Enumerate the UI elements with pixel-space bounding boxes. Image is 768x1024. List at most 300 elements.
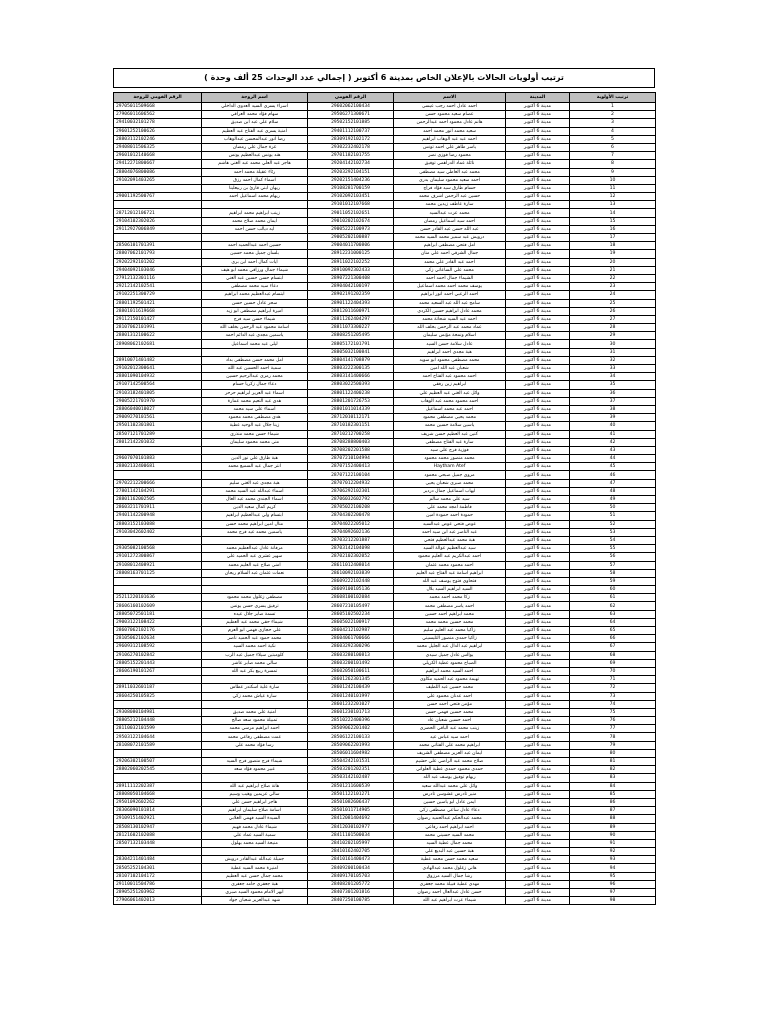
name-cell: سعيد محمد انور محمد احمد xyxy=(394,127,506,135)
national-id-cell: 28712010112171 xyxy=(308,414,394,422)
national-id-cell: 28805172101791 xyxy=(308,340,394,348)
city-cell: مدينة 6 أكتوبر xyxy=(506,455,570,463)
name-cell: سيد علي محمد سالم xyxy=(394,496,506,504)
priority-cell: 44 xyxy=(570,455,656,463)
national-id-cell: 28902191202359 xyxy=(308,291,394,299)
wife-name-cell: ابهر الامام محمود السيد صبرى xyxy=(202,889,308,897)
priority-cell: 11 xyxy=(570,184,656,192)
wife-name-cell: هانة صلاح ابراهيم عبد الله xyxy=(202,782,308,790)
wife-national-id-cell: 29001192500767 xyxy=(114,193,202,201)
national-id-cell: 28707122100104 xyxy=(308,471,394,479)
name-cell: زكا محمد احمد محمد xyxy=(394,594,506,602)
wife-name-cell xyxy=(202,201,308,209)
table-row xyxy=(114,446,656,454)
city-cell: مدينة 6 أكتوبر xyxy=(506,283,570,291)
wife-national-id-cell: 28803152103088 xyxy=(114,520,202,528)
city-cell: مدينة 6 أكتوبر xyxy=(506,299,570,307)
national-id-cell: 28510222400396 xyxy=(308,717,394,725)
wife-name-cell: امنية علي محمد صديق xyxy=(202,708,308,716)
priority-cell: 96 xyxy=(570,880,656,888)
wife-national-id-cell: 29109151402921 xyxy=(114,815,202,823)
name-cell: زاكيا محمد عبد العليم سليم xyxy=(394,627,506,635)
name-cell: الشيماء جمال احمد احمد xyxy=(394,274,506,282)
national-id-cell: 28609100105136 xyxy=(308,586,394,594)
wife-name-cell: عمت مصطفى رفاعي محمد xyxy=(202,733,308,741)
wife-national-id-cell: 28805072501181 xyxy=(114,610,202,618)
table-row xyxy=(114,627,656,635)
city-cell: مدينة 6 أكتوبر xyxy=(506,807,570,815)
name-cell: احمد سعيد محمود سليمان بدري xyxy=(394,176,506,184)
wife-name-cell: رضا انور عبدالمحسن عبدالوهاب xyxy=(202,135,308,143)
priority-cell: 14 xyxy=(570,209,656,217)
wife-name-cell: هند يونس عبدالعظيم يونس xyxy=(202,152,308,160)
city-cell: مدينة 6 أكتوبر xyxy=(506,586,570,594)
wife-name-cell: امنى صلاح عبد العليم محمد xyxy=(202,561,308,569)
national-id-cell: 28601240101997 xyxy=(308,692,394,700)
wife-national-id-cell: 28507132103448 xyxy=(114,839,202,847)
city-cell: مدينة 6 أكتوبر xyxy=(506,168,570,176)
wife-name-cell: ايمان محمد صلاح محمد xyxy=(202,217,308,225)
name-cell: محمد عبد العاطي سيد مصطفى xyxy=(394,168,506,176)
wife-national-id-cell: 28910071401482 xyxy=(114,356,202,364)
city-cell: مدينة 6 أكتوبر xyxy=(506,266,570,274)
name-cell: احمد عبد عبد الوهاب ابراهيم xyxy=(394,135,506,143)
national-id-cell: 28907221300408 xyxy=(308,274,394,282)
priority-cell: 57 xyxy=(570,561,656,569)
city-cell: مدينة 6 أكتوبر xyxy=(506,692,570,700)
city-cell: مدينة 6 أكتوبر xyxy=(506,389,570,397)
name-cell: مروى جميل صبحي محمود xyxy=(394,471,506,479)
wife-name-cell xyxy=(202,676,308,684)
table-row xyxy=(114,127,656,135)
name-cell: Haytham Atef xyxy=(394,463,506,471)
name-cell: محمد عزت عبدالسيد xyxy=(394,209,506,217)
table-row xyxy=(114,839,656,847)
city-cell: مدينة 6 أكتوبر xyxy=(506,790,570,798)
wife-national-id-cell: 29202292101202 xyxy=(114,258,202,266)
city-cell: مدينة 6 أكتوبر xyxy=(506,602,570,610)
wife-name-cell: اميرة ابراهيم مصطفى ابو زيد xyxy=(202,307,308,315)
wife-name-cell: رسا فؤاد محمد علي xyxy=(202,741,308,749)
priority-cell: 30 xyxy=(570,340,656,348)
table-row xyxy=(114,889,656,897)
wife-national-id-cell: 28908062102681 xyxy=(114,340,202,348)
wife-name-cell: دعاء جمال زكريا حسام xyxy=(202,381,308,389)
table-row xyxy=(114,315,656,323)
wife-national-id-cell: 28808050104668 xyxy=(114,790,202,798)
wife-name-cell: شيماء حقي محمد عبد العظيم xyxy=(202,618,308,626)
priority-cell: 76 xyxy=(570,717,656,725)
priority-cell: 82 xyxy=(570,766,656,774)
wife-name-cell: هبة مجدي عبد الغني سليم xyxy=(202,479,308,487)
table-row xyxy=(114,430,656,438)
name-cell: عادل سلامة حسن السيد xyxy=(394,340,506,348)
city-cell: مدينة 6 أكتوبر xyxy=(506,258,570,266)
national-id-cell: 28912231000125 xyxy=(308,250,394,258)
wife-national-id-cell: 29601252100626 xyxy=(114,127,202,135)
priority-cell: 39 xyxy=(570,414,656,422)
city-cell: مدينة 6 أكتوبر xyxy=(506,831,570,839)
wife-name-cell xyxy=(202,446,308,454)
wife-name-cell: شيماء جمال ورزاقي محمد ابو هيف xyxy=(202,266,308,274)
wife-national-id-cell: 29107142500564 xyxy=(114,381,202,389)
city-cell: مدينة 6 أكتوبر xyxy=(506,528,570,536)
name-cell: محمد يحيى مصطفى محمود xyxy=(394,414,506,422)
wife-name-cell: ريهام محمد اسماعيل احمد xyxy=(202,193,308,201)
wife-name-cell: انتز جمال عبد السميع محمد xyxy=(202,463,308,471)
table-row xyxy=(114,610,656,618)
wife-name-cell: ابتسام حسن حسين عبد الغني xyxy=(202,274,308,282)
national-id-cell: 29005202100887 xyxy=(308,234,394,242)
name-cell: هبة محمد عبدالعظيم فتحي xyxy=(394,536,506,544)
national-id-cell: 28506011604982 xyxy=(308,749,394,757)
national-id-cell: 28407301201816 xyxy=(308,889,394,897)
national-id-cell: 28601232201027 xyxy=(308,700,394,708)
priority-cell: 59 xyxy=(570,577,656,585)
national-id-cell: 28412081404692 xyxy=(308,815,394,823)
name-cell: احمد محمود عبد الفتاح احمد xyxy=(394,373,506,381)
priority-cell: 15 xyxy=(570,217,656,225)
wife-national-id-cell: 29412271800667 xyxy=(114,160,202,168)
wife-name-cell: سارة علية اسكندر عطاس xyxy=(202,684,308,692)
name-cell: السيد ابراهيم السيد بلال xyxy=(394,586,506,594)
city-cell: مدينة 6 أكتوبر xyxy=(506,176,570,184)
city-cell: مدينة 6 أكتوبر xyxy=(506,684,570,692)
national-id-cell: 29101012107668 xyxy=(308,201,394,209)
national-id-cell: 28501082606437 xyxy=(308,798,394,806)
table-row xyxy=(114,798,656,806)
city-cell: مدينة 6 أكتوبر xyxy=(506,766,570,774)
priority-cell: 63 xyxy=(570,610,656,618)
national-id-cell: 28501011714905 xyxy=(308,807,394,815)
city-cell: مدينة 6 أكتوبر xyxy=(506,659,570,667)
national-id-cell: 28706292102301 xyxy=(308,487,394,495)
national-id-cell: 28803222300135 xyxy=(308,365,394,373)
priority-cell: 33 xyxy=(570,365,656,373)
table-row xyxy=(114,152,656,160)
wife-national-id-cell: 28306090101814 xyxy=(114,807,202,815)
national-id-cell: 29011052102651 xyxy=(308,209,394,217)
name-cell: ايمن عادل ابو ياسين حسين xyxy=(394,798,506,806)
city-cell: مدينة 6 أكتوبر xyxy=(506,848,570,856)
wife-national-id-cell: 28012142201032 xyxy=(114,438,202,446)
wife-national-id-cell: 28806040010027 xyxy=(114,405,202,413)
city-cell: مدينة 6 أكتوبر xyxy=(506,618,570,626)
wife-name-cell: حسين احمد عبدالحميد احمد xyxy=(202,242,308,250)
national-id-cell: 29203292104151 xyxy=(308,168,394,176)
national-id-cell: 28707152400413 xyxy=(308,463,394,471)
wife-name-cell: تمبيلة محمود سعد صالح xyxy=(202,717,308,725)
priority-cell: 7 xyxy=(570,152,656,160)
national-id-cell: 28604061700666 xyxy=(308,635,394,643)
name-cell: زينب محمد عبد الباقي الحضري xyxy=(394,725,506,733)
wife-name-cell xyxy=(202,586,308,594)
wife-name-cell: اسراء يسري السيد العدوي الداخلي xyxy=(202,103,308,111)
city-cell: مدينة 6 أكتوبر xyxy=(506,217,570,225)
wife-national-id-cell: 28110032101599 xyxy=(114,725,202,733)
wife-name-cell: ياسمين محمد عيد فرج محمد xyxy=(202,528,308,536)
wife-national-id-cell: 29102091403265 xyxy=(114,176,202,184)
wife-name-cell: اسامة صلاح سليمان ابراهيم xyxy=(202,807,308,815)
wife-name-cell: ترفيق يسري حسن يونس xyxy=(202,602,308,610)
table-row xyxy=(114,266,656,274)
national-id-cell: 28904042100197 xyxy=(308,283,394,291)
priority-cell: 81 xyxy=(570,758,656,766)
name-cell: فتحاوي فتوح يوسف عبد الله xyxy=(394,577,506,585)
wife-national-id-cell: 29308080104981 xyxy=(114,708,202,716)
name-cell: محمد صبري شعبان يحيى xyxy=(394,479,506,487)
wife-national-id-cell xyxy=(114,536,202,544)
wife-national-id-cell: 29401142200948 xyxy=(114,512,202,520)
wife-name-cell: تسمة صابر جلال عيده xyxy=(202,610,308,618)
name-cell: حمدي محمود حمدي عطية العلواني xyxy=(394,766,506,774)
table-row xyxy=(114,176,656,184)
priority-cell: 8 xyxy=(570,160,656,168)
priority-cell: 78 xyxy=(570,733,656,741)
priority-cell: 98 xyxy=(570,897,656,905)
national-id-cell: 28705022100208 xyxy=(308,504,394,512)
name-cell: احمد ابراهيم احمد رفاعي xyxy=(394,823,506,831)
table-row xyxy=(114,250,656,258)
wife-name-cell: هدى عبد النعيم محمد عمارة xyxy=(202,397,308,405)
page-title: ترتيب أولويات الحالات بالإعلان الخاص بمدينة 6 أكتوبر ( إجمالي عدد الوحدات 25 ألف وحدة ) xyxy=(113,68,655,88)
name-cell: احمد سيد عباس عيد xyxy=(394,733,506,741)
table-row xyxy=(114,790,656,798)
table-row xyxy=(114,389,656,397)
wife-name-cell: امنيرة محمد السيد عطية xyxy=(202,864,308,872)
wife-national-id-cell: 28603211701911 xyxy=(114,504,202,512)
name-cell: منير تادرس عشوسن تادرس xyxy=(394,790,506,798)
priority-cell: 85 xyxy=(570,790,656,798)
city-cell: مدينة 6 أكتوبر xyxy=(506,782,570,790)
city-cell: مدينة 6 أكتوبر xyxy=(506,569,570,577)
priority-cell: 17 xyxy=(570,234,656,242)
city-cell: مدينة 6 أكتوبر xyxy=(506,889,570,897)
name-cell: شعبان عبد الله امين xyxy=(394,365,506,373)
table-row xyxy=(114,225,656,233)
table-row xyxy=(114,340,656,348)
priority-cell: 90 xyxy=(570,831,656,839)
wife-name-cell: سالي عزيمين وهيب وسيم xyxy=(202,790,308,798)
table-row xyxy=(114,766,656,774)
wife-national-id-cell: 28105062102634 xyxy=(114,635,202,643)
city-cell: مدينة 6 أكتوبر xyxy=(506,365,570,373)
name-cell: حسام طارق سيد فؤاد فراج xyxy=(394,184,506,192)
name-cell: محمد حسين محمد محمد xyxy=(394,618,506,626)
national-id-cell: 28607210105497 xyxy=(308,602,394,610)
wife-national-id-cell: 28505252104301 xyxy=(114,864,202,872)
national-id-cell: 29701182101755 xyxy=(308,152,394,160)
priority-cell: 66 xyxy=(570,635,656,643)
name-cell: محمد السيد حسيني محمد xyxy=(394,831,506,839)
city-cell: مدينة 6 أكتوبر xyxy=(506,430,570,438)
national-id-cell: 28503201202351 xyxy=(308,766,394,774)
city-cell: مدينة 6 أكتوبر xyxy=(506,725,570,733)
priority-cell: 95 xyxy=(570,872,656,880)
city-cell: مدينة 6 أكتوبر xyxy=(506,234,570,242)
name-cell: ابراهيم زين رفقي xyxy=(394,381,506,389)
priority-cell: 48 xyxy=(570,487,656,495)
national-id-cell: 29102092103451 xyxy=(308,193,394,201)
name-cell: مهدي عطية قبيلة محمد جعفري xyxy=(394,880,506,888)
name-cell: سامح عبد الله عبد السعيد محمد xyxy=(394,299,506,307)
wife-name-cell: هدى مصطفى محمد محمود xyxy=(202,414,308,422)
table-row xyxy=(114,872,656,880)
priority-cell: 4 xyxy=(570,127,656,135)
wife-national-id-cell: 28507121701289 xyxy=(114,430,202,438)
name-cell: حمودة احمد حمودة امين xyxy=(394,512,506,520)
name-cell: محمد عبدالحكم عبدالحميد رضوان xyxy=(394,815,506,823)
wife-name-cell: ابتسام عبدالعظيم محمد ابراهيم xyxy=(202,291,308,299)
table-row xyxy=(114,684,656,692)
table-row xyxy=(114,373,656,381)
national-id-cell: 28410162402705 xyxy=(308,848,394,856)
wife-national-id-cell: 28804076800086 xyxy=(114,168,202,176)
name-cell: صلاح محمد عبد الراضي علي حشيم xyxy=(394,758,506,766)
wife-national-id-cell: 29408011506325 xyxy=(114,143,202,151)
wife-national-id-cell: 28807062101793 xyxy=(114,250,202,258)
table-row xyxy=(114,643,656,651)
national-id-cell: 28509062201993 xyxy=(308,741,394,749)
national-id-cell: 28408201205772 xyxy=(308,880,394,888)
city-cell: مدينة 6 أكتوبر xyxy=(506,872,570,880)
national-id-cell: 28704302200478 xyxy=(308,512,394,520)
priority-cell: 83 xyxy=(570,774,656,782)
table-row xyxy=(114,774,656,782)
name-cell: احمد حسين شعبان عاد xyxy=(394,717,506,725)
priority-cell: 68 xyxy=(570,651,656,659)
name-cell: محمود رضا فوزي نصر xyxy=(394,152,506,160)
city-cell: مدينة 6 أكتوبر xyxy=(506,405,570,413)
table-row xyxy=(114,520,656,528)
wife-national-id-cell: 29501102301801 xyxy=(114,422,202,430)
national-id-cell: 28407250100785 xyxy=(308,897,394,905)
national-id-cell: 28808251205495 xyxy=(308,332,394,340)
priority-cell: 24 xyxy=(570,291,656,299)
table-row xyxy=(114,815,656,823)
wife-name-cell: سمية احمد الحسين عبد الله xyxy=(202,365,308,373)
city-cell: مدينة 6 أكتوبر xyxy=(506,446,570,454)
national-id-cell: 28610092103839 xyxy=(308,569,394,577)
wife-name-cell: منيحة السيد محمد بهلول xyxy=(202,839,308,847)
wife-national-id-cell: 29705011509668 xyxy=(114,103,202,111)
table-row xyxy=(114,332,656,340)
wife-national-id-cell xyxy=(114,676,202,684)
priority-cell: 43 xyxy=(570,446,656,454)
wife-national-id-cell: 29102251300729 xyxy=(114,291,202,299)
table-row xyxy=(114,692,656,700)
name-cell: احمد عبد محمد اسماعيل xyxy=(394,405,506,413)
name-cell: احمد عبدالكريم عبد العليم محمود xyxy=(394,553,506,561)
wife-name-cell: ليلى عبد محمد اسماعيل xyxy=(202,340,308,348)
table-row xyxy=(114,545,656,553)
wife-national-id-cell: 28121602102088 xyxy=(114,831,202,839)
national-id-cell: 28707012204932 xyxy=(308,479,394,487)
wife-national-id-cell: 29103042602402 xyxy=(114,528,202,536)
city-cell: مدينة 6 أكتوبر xyxy=(506,307,570,315)
priority-cell: 74 xyxy=(570,700,656,708)
national-id-cell: 29401112100737 xyxy=(308,127,394,135)
city-cell: مدينة 6 أكتوبر xyxy=(506,577,570,585)
priority-cell: 92 xyxy=(570,848,656,856)
national-id-cell: 28410202105997 xyxy=(308,839,394,847)
city-cell: مدينة 6 أكتوبر xyxy=(506,536,570,544)
table-row xyxy=(114,217,656,225)
name-cell: محمد جمال عطية السيد xyxy=(394,839,506,847)
name-cell: محمد ابراهيم احمد حسين xyxy=(394,610,506,618)
national-id-cell: 28911022102252 xyxy=(308,258,394,266)
table-row xyxy=(114,561,656,569)
table-row xyxy=(114,111,656,119)
wife-name-cell: محمد جمال حسن عبد العظيم xyxy=(202,872,308,880)
priority-cell: 40 xyxy=(570,422,656,430)
table-row xyxy=(114,143,656,151)
national-id-cell: 28901122404393 xyxy=(308,299,394,307)
city-cell: مدينة 6 أكتوبر xyxy=(506,152,570,160)
table-row xyxy=(114,667,656,675)
wife-national-id-cell: 28801162002505 xyxy=(114,496,202,504)
name-cell: تهيمة محمود عبد الحميد مكاوي xyxy=(394,676,506,684)
wife-national-id-cell: 29009270101561 xyxy=(114,414,202,422)
wife-national-id-cell: 29104102302026 xyxy=(114,217,202,225)
table-row xyxy=(114,758,656,766)
priority-cell: 38 xyxy=(570,405,656,413)
table-row xyxy=(114,234,656,242)
wife-national-id-cell: 29212142102541 xyxy=(114,283,202,291)
wife-national-id-cell: 28606160102609 xyxy=(114,602,202,610)
national-id-cell: 28910092302433 xyxy=(308,266,394,274)
table-row xyxy=(114,602,656,610)
national-id-cell: 28601262301345 xyxy=(308,676,394,684)
priority-cell: 5 xyxy=(570,135,656,143)
national-id-cell: 28801122400238 xyxy=(308,389,394,397)
national-id-cell: 28702102302052 xyxy=(308,553,394,561)
national-id-cell: 28504242101531 xyxy=(308,758,394,766)
priority-cell: 77 xyxy=(570,725,656,733)
wife-national-id-cell: 25211220101636 xyxy=(114,594,202,602)
priority-cell: 16 xyxy=(570,225,656,233)
name-cell: مؤمن فتحي احمد حسن xyxy=(394,700,506,708)
wife-name-cell: شيماء حسن سيد فرج xyxy=(202,315,308,323)
name-cell: فوزية فرج علي سيد xyxy=(394,446,506,454)
wife-name-cell: اسماء علي سيد محمد xyxy=(202,405,308,413)
priority-cell: 70 xyxy=(570,667,656,675)
priority-cell: 22 xyxy=(570,274,656,282)
wife-name-cell: ايات كمال احمد ابن بري xyxy=(202,258,308,266)
wife-national-id-cell: 29503122104644 xyxy=(114,733,202,741)
name-cell: ابراهيم محمد علي الفتاني محمد xyxy=(394,741,506,749)
city-cell: مدينة 6 أكتوبر xyxy=(506,111,570,119)
city-cell: مدينة 6 أكتوبر xyxy=(506,627,570,635)
national-id-cell: 29004011700806 xyxy=(308,242,394,250)
wife-national-id-cell: 29003122108422 xyxy=(114,618,202,626)
priority-cell: 64 xyxy=(570,618,656,626)
city-cell: مدينة 6 أكتوبر xyxy=(506,291,570,299)
priority-cell: 6 xyxy=(570,143,656,151)
wife-name-cell: علي حجازي فهمي ابو العزم xyxy=(202,627,308,635)
name-cell: ايهاب اسماعيل جمال دردير xyxy=(394,487,506,495)
priority-cell: 75 xyxy=(570,708,656,716)
national-id-cell: 28603280100813 xyxy=(308,651,394,659)
table-row xyxy=(114,856,656,864)
table-row xyxy=(114,700,656,708)
wife-national-id-cell: 28107102104172 xyxy=(114,872,202,880)
city-cell: مدينة 6 أكتوبر xyxy=(506,201,570,209)
table-row xyxy=(114,536,656,544)
priority-cell: 93 xyxy=(570,856,656,864)
name-cell: ياسر طاهر علي احمد تونس xyxy=(394,143,506,151)
name-cell: زاكيا حمدي منصور التليسيني xyxy=(394,635,506,643)
